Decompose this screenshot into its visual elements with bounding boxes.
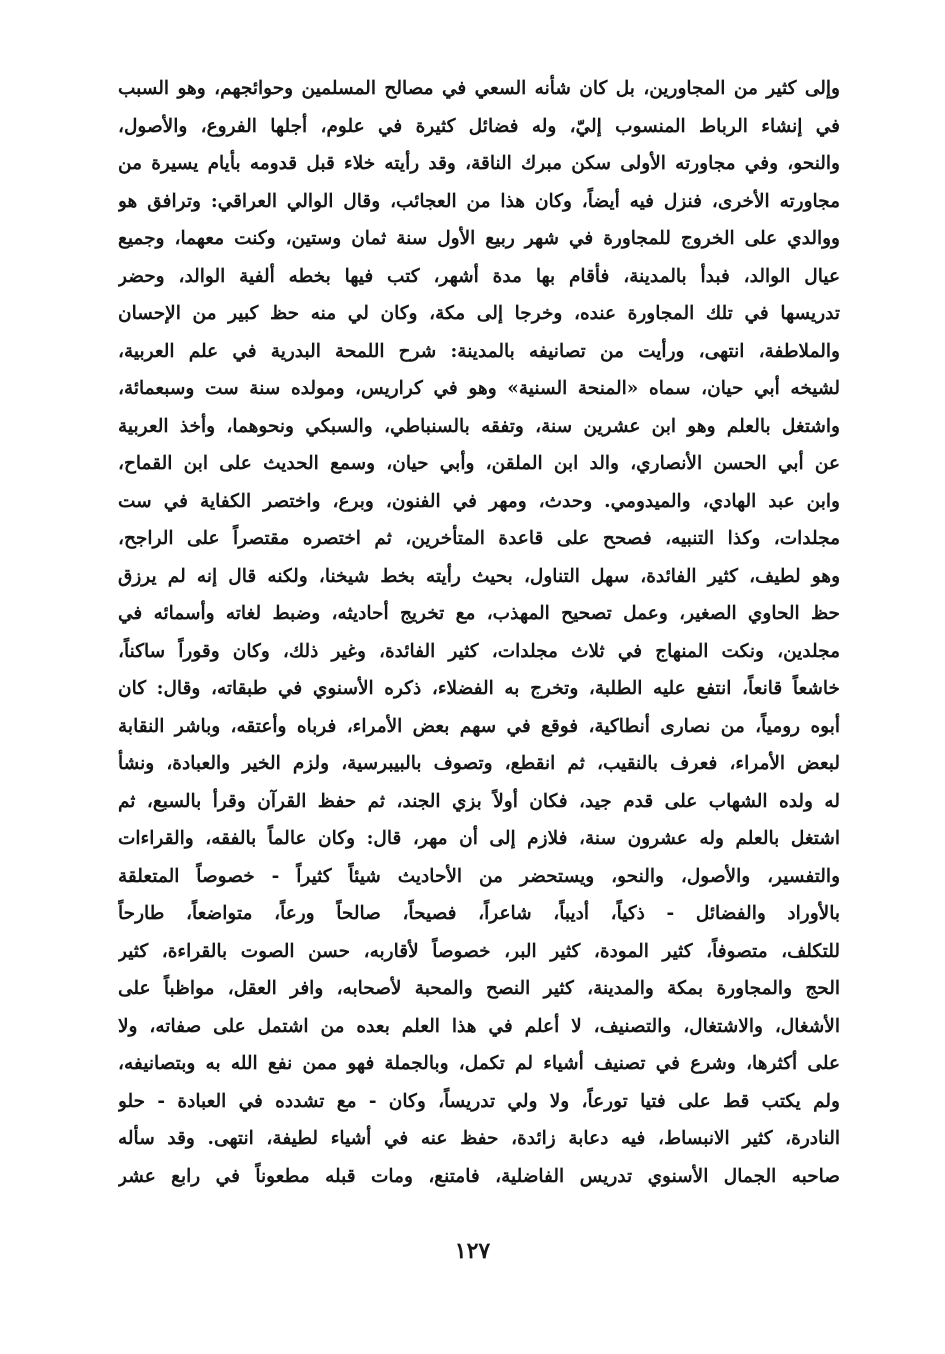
text-line: الحج والمجاورة بمكة والمدينة، كثير النصح والمحبة لأصحابه، وافر العقل، مواظباً على	[118, 978, 840, 999]
text-line: له ولده الشهاب على قدم جيد، فكان أولاً بزي الجند، ثم حفظ القرآن وقرأ بالسبع، ثم	[118, 790, 840, 812]
text-line: اشتغل بالعلم وله عشرون سنة، فلازم إلى أن مهر، قال: وكان عالماً بالفقه، والقراءات	[118, 828, 840, 849]
text-line: صاحبه الجمال الأسنوي تدريس الفاضلية، فامتنع، ومات قبله مطعوناً في رابع عشر	[118, 1165, 840, 1187]
text-line: لشيخه أبي حيان، سماه «المنحة السنية» وهو في كراريس، ومولده سنة ست وسبعمائة،	[118, 378, 840, 399]
text-line: مجاورته الأخرى، فنزل فيه أيضاً، وكان هذا من العجائب، وقال الوالي العراقي: وترافق هو	[118, 190, 840, 212]
text-line: ووالدي على الخروج للمجاورة في شهر ربيع الأول سنة ثمان وستين، وكنت معهما، وجميع	[118, 228, 840, 249]
text-line: عيال الوالد، فبدأ بالمدينة، فأقام بها مدة أشهر، كتب فيها بخطه ألفية الوالد، وحضر	[118, 265, 840, 287]
text-line: مجلدين، ونكت المنهاج في ثلاث مجلدات، كثير الفائدة، وغير ذلك، وكان وقوراً ساكناً،	[118, 640, 840, 662]
text-line: حظ الحاوي الصغير، وعمل تصحيح المهذب، مع تخريج أحاديثه، وضبط لغاته وأسمائه في	[118, 603, 840, 624]
text-line: والنحو، وفي مجاورته الأولى سكن مبرك الناقة، وقد رأيته خلاء قبل قدومه بأيام يسيرة من	[118, 153, 840, 174]
text-line: بالأوراد والفضائل - ذكياً، أديباً، شاعراً، فصيحاً، صالحاً ورعاً، متواضعاً، طارحاً	[118, 903, 840, 924]
text-line: ولم يكتب قط على فتيا تورعاً، ولا ولي تدريساً، وكان - مع تشدده في العبادة - حلو	[118, 1090, 840, 1112]
text-line: للتكلف، متصوفاً، كثير المودة، كثير البر، خصوصاً لأقاربه، حسن الصوت بالقراءة، كثير	[118, 940, 840, 962]
text-line: وهو لطيف، كثير الفائدة، سهل التناول، بحيث رأيته بخط شيخنا، ولكنه قال إنه لم يرزق	[118, 565, 840, 587]
text-line: والملاطفة، انتهى، ورأيت من تصانيفه بالمدينة: شرح اللمحة البدرية في علم العربية،	[118, 340, 840, 362]
text-line: خاشعاً قانعاً، انتفع عليه الطلبة، وتخرج به الفضلاء، ذكره الأسنوي في طبقاته، وقال: كان	[118, 678, 840, 699]
text-line: تدريسها في تلك المجاورة عنده، وخرجا إلى مكة، وكان لي منه حظ كبير من الإحسان	[118, 303, 840, 324]
text-line: وابن عبد الهادي، والميدومي. وحدث، ومهر في الفنون، وبرع، واختصر الكفاية في ست	[118, 490, 840, 512]
text-line: لبعض الأمراء، فعرف بالنقيب، ثم انقطع، وتصوف بالبيبرسية، ولزم الخير والعبادة، ونشأ	[118, 753, 840, 774]
text-line: عن أبي الحسن الأنصاري، والد ابن الملقن، وأبي حيان، وسمع الحديث على ابن القماح،	[118, 453, 840, 474]
page-number: ١٢٧	[454, 1238, 491, 1264]
text-line: في إنشاء الرباط المنسوب إليّ، وله فضائل كثيرة في علوم، أجلها الفروع، والأصول،	[118, 115, 840, 137]
text-line: أبوه رومياً، من نصارى أنطاكية، فوقع في سهم بعض الأمراء، فرباه وأعتقه، وباشر النقابة	[118, 715, 840, 737]
text-line: واشتغل بالعلم وهو ابن عشرين سنة، وتفقه بالسنباطي، والسبكي ونحوهما، وأخذ العربية	[118, 415, 840, 437]
text-line: النادرة، كثير الانبساط، فيه دعابة زائدة، حفظ عنه في أشياء لطيفة، انتهى. وقد سأله	[118, 1128, 840, 1149]
text-line: مجلدات، وكذا التنبيه، فصحح على قاعدة المتأخرين، ثم اختصره مقتصراً على الراجح،	[118, 528, 840, 549]
text-line: وإلى كثير من المجاورين، بل كان شأنه السعي في مصالح المسلمين وحوائجهم، وهو السبب	[118, 78, 840, 99]
body-text	[118, 70, 840, 1195]
text-line: والتفسير، والأصول، والنحو، ويستحضر من الأحاديث شيئاً كثيراً - خصوصاً المتعلقة	[118, 865, 840, 887]
text-line: الأشغال، والاشتغال، والتصنيف، لا أعلم في هذا العلم بعده من اشتمل على صفاته، ولا	[118, 1015, 840, 1037]
text-line: على أكثرها، وشرع في تصنيف أشياء لم تكمل، وبالجملة فهو ممن نفع الله به وبتصانيفه،	[118, 1053, 840, 1074]
